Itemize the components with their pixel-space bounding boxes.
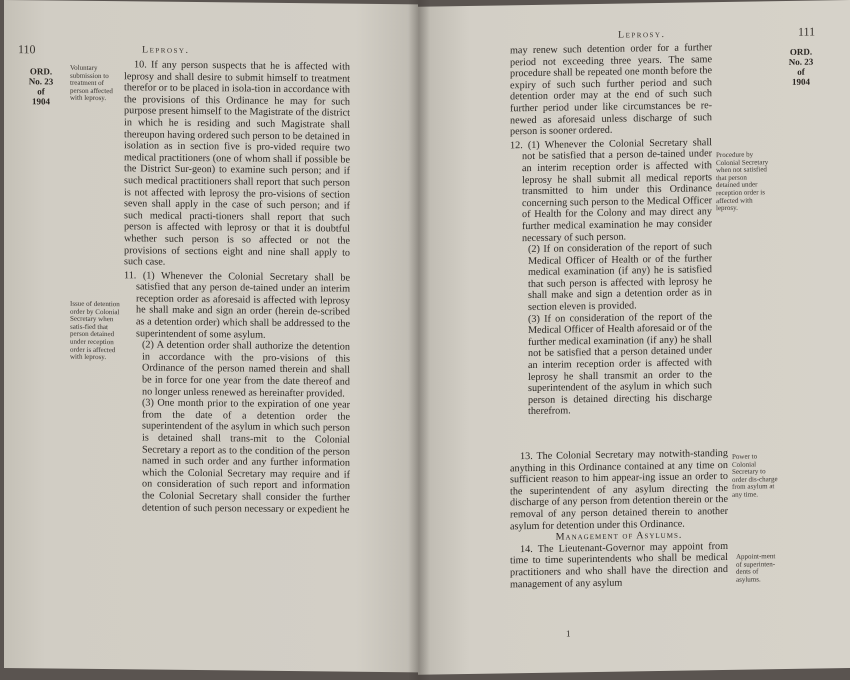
section-13: 13. The Colonial Secretary may notwith-standing anything in this Ordinance contained at any time on sufficient reason to him appear-ing issue an order to the superintendent of any asylum directing the discharge of any person from detention therein or the removal of any person detained therein to another asylum for detention under this Ordinance. (510, 447, 728, 532)
page-number: 110 (18, 42, 36, 57)
section-14: 14. The Lieutenant-Governor may appoint from time to time superintendents who shall be medical practitioners and who shall have the direction and management of any asylum (510, 540, 728, 590)
section-12-1: 12. (1) Whenever the Colonial Secretary shall not be satisfied that a person de-tained under an interim reception order is affected with leprosy he shall submit all medical reports transmitted to him under this Ordinance concerning such person to the Medical Officer of Health for the Colony and may direct any further medical examination he may consider necessary of such person. (510, 136, 712, 244)
ord-stamp: ORD. No. 23 of 1904 (788, 46, 814, 87)
margin-note: Power to Colonial Secretary to order dis-charge from asylum at any time. (732, 452, 778, 499)
body-text (124, 59, 350, 516)
body-text-lower (510, 448, 728, 591)
running-head: Leprosy. (618, 28, 666, 41)
ord-stamp: ORD. No. 23 of 1904 (28, 66, 54, 107)
left-page (4, 0, 418, 672)
section-11-continued: may renew such detention order for a further period not exceeding three years. The same procedure shall be repeated one month before the expiry of such such further period and such detention order may at the end of such such further period under like circumstances be re-newed as aforesaid unless discharge of such person is sooner ordered. (510, 42, 712, 138)
section-11-3: (3) One month prior to the expiration of one year from the date of a detention order the superintendent of the asylum in which such person is detained shall trans-mit to the Colonial Secretary a report as to the condition of the person named in such order and any further information which the Colonial Secretary may require and if on consideration of such report and information the Colonial Secretary shall consider the further detention of such person necessary or expedient he (142, 397, 350, 516)
right-page (418, 0, 850, 675)
section-11-2: (2) A detention order shall authorize the detention in accordance with the pro-visions of this Ordinance of the person named therein and shall be in force for one year from the date thereof and no longer unless renewed as hereinafter provided. (142, 339, 350, 400)
body-text-upper (510, 42, 712, 418)
gutter-shadow (408, 0, 430, 680)
section-11-1: 11. (1) Whenever the Colonial Secretary shall be satisfied that any person de-tained under an interim reception order as aforesaid is affected with leprosy he shall make and sign an order (herein de-scribed as a detention order) which shall be addressed to the superintendent of some asylum. (124, 269, 350, 341)
page-number: 111 (798, 24, 816, 39)
margin-note: Appoint-ment of superinten-dents of asylums. (736, 552, 776, 584)
margin-note: Procedure by Colonial Secretary when not satisfied that person detained under reception order is affected with leprosy. (716, 150, 769, 213)
running-head: Leprosy. (142, 44, 190, 56)
section-12-3: (3) If on consideration of the report of the Medical Officer of Health aforesaid or of the further medical examination (if any) he shall not be satisfied that a person detained under an interim reception order is affected with leprosy he shall transmit an order to the superintendent of the asylum in which such person is detained directing his discharge therefrom. (528, 310, 712, 418)
section-heading: Management of Asylums. (555, 529, 683, 543)
section-10: 10. If any person suspects that he is affected with leprosy and shall desire to submit himself to treatment therefor or to be placed in isola-tion in accordance with the provisions of this Ordinance he may for such purpose present himself to the Magistrate of the district in which he is residing and such Magistrate shall thereupon having ordered such person to be detained in isolation as in section five is pro-vided require two medical practitioners (one of whom shall if possible be the District Sur-geon) to examine such person; and if such medical practitioners shall report that such person is not affected with leprosy the pro-visions of section seven shall apply in the case of such person; and if such medical practi-tioners shall report that such person is affected with leprosy or that it is doubtful whether such person is so affected or not the provisions of sections eight and nine shall apply to such case. (124, 59, 351, 268)
margin-note: Voluntary submission to treatment of person affected with leprosy. (70, 63, 113, 103)
section-12-2: (2) If on consideration of the report of such Medical Officer of Health or of the further medical examination (if any) he is satisfied that such person is affected with leprosy he shall make and sign a detention order as in section eleven is provided. (528, 241, 712, 314)
margin-note: Issue of detention order by Colonial Secretary when satis-fied that person detained under reception order is affected with leprosy. (70, 299, 120, 362)
signature-mark: 1 (566, 628, 571, 639)
